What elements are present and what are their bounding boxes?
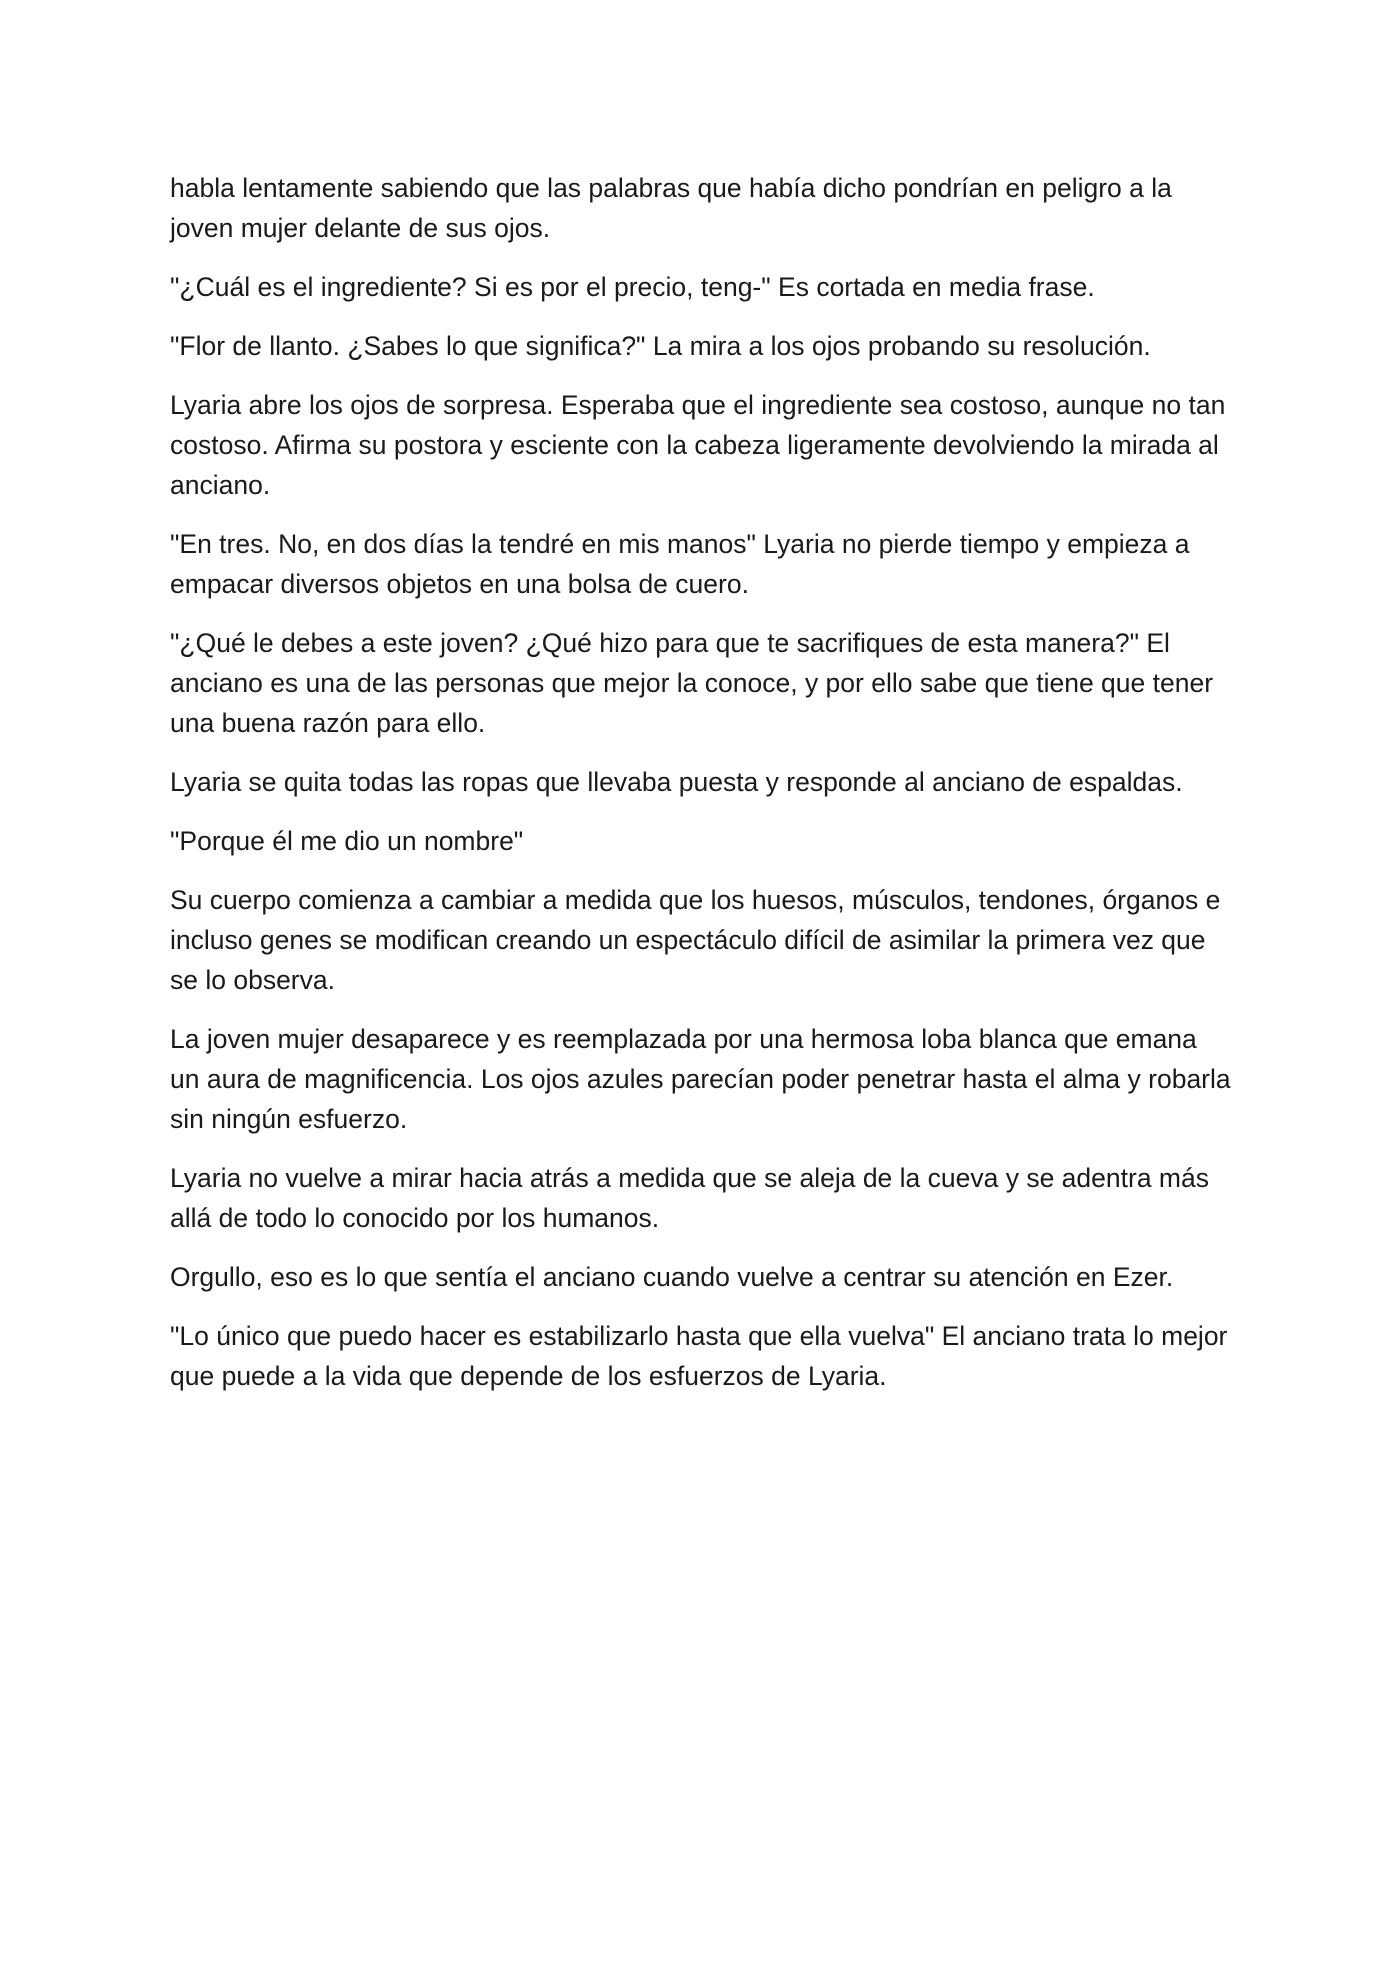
document-body xyxy=(170,168,1232,1415)
paragraph-12: Orgullo, eso es lo que sentía el anciano cuando vuelve a centrar su atención en Ezer. xyxy=(170,1262,1174,1292)
paragraph-6: "¿Qué le debes a este joven? ¿Qué hizo para que te sacrifiques de esta manera?" El anciano es una de las personas que mejor la conoce, y por ello sabe que tiene que tener una buena razón para ello. xyxy=(170,628,1214,738)
paragraph-13: "Lo único que puedo hacer es estabilizarlo hasta que ella vuelva" El anciano trata lo mejor que puede a la vida que depende de los esfuerzos de Lyaria. xyxy=(170,1321,1228,1391)
paragraph-5: "En tres. No, en dos días la tendré en mis manos" Lyaria no pierde tiempo y empieza a empacar diversos objetos en una bolsa de cuero. xyxy=(170,529,1190,599)
paragraph-10: La joven mujer desaparece y es reemplazada por una hermosa loba blanca que emana un aura de magnificencia. Los ojos azules parecían poder penetrar hasta el alma y robarla sin ningún esfuerzo. xyxy=(170,1024,1231,1134)
paragraph-2: "¿Cuál es el ingrediente? Si es por el precio, teng-" Es cortada en media frase. xyxy=(170,272,1095,302)
paragraph-11: Lyaria no vuelve a mirar hacia atrás a medida que se aleja de la cueva y se adentra más allá de todo lo conocido por los humanos. xyxy=(170,1163,1209,1233)
paragraph-7: Lyaria se quita todas las ropas que llevaba puesta y responde al anciano de espaldas. xyxy=(170,767,1183,797)
paragraph-4: Lyaria abre los ojos de sorpresa. Esperaba que el ingrediente sea costoso, aunque no tan costoso. Afirma su postora y esciente con la cabeza ligeramente devolviendo la mirada al anciano. xyxy=(170,390,1226,500)
paragraph-9: Su cuerpo comienza a cambiar a medida que los huesos, músculos, tendones, órganos e incluso genes se modifican creando un espectáculo difícil de asimilar la primera vez que se lo observa. xyxy=(170,885,1221,995)
paragraph-3: "Flor de llanto. ¿Sabes lo que significa?" La mira a los ojos probando su resolución. xyxy=(170,331,1151,361)
paragraph-1: habla lentamente sabiendo que las palabras que había dicho pondrían en peligro a la joven mujer delante de sus ojos. xyxy=(170,173,1172,243)
paragraph-8: "Porque él me dio un nombre" xyxy=(170,826,524,856)
